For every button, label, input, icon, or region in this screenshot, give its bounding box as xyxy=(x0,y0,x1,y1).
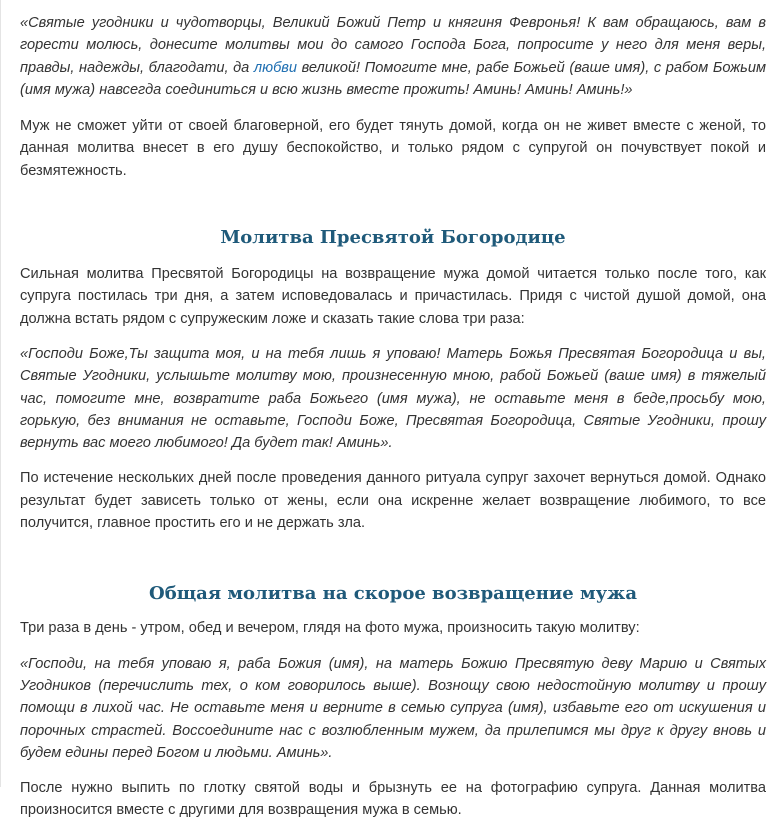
prayer-bogoroditsa: «Господи Боже,Ты защита моя, и на тебя лишь я уповаю! Матерь Божья Пресвятая Богородица и вы, Святые Угодники, услышьте молитву мою, произнесенную мною, рабой Божьей (ваше имя) в тяжелый час, помогите мне, возвратите раба Божьего (имя мужа), не оставьте меня в беде,просьбу мою, горькую, без внимания не оставьте, Господи Боже, Пресвятая Богородица, Святые Угодники, прошу вернуть вас моего любимого! Да будет так! Аминь». xyxy=(20,345,766,452)
prayer-obshchaya: «Господи, на тебя уповаю я, раба Божия (имя), на матерь Божию Пресвятую деву Марию и Святых Угодников (перечислить тех, о ком говорилось выше). Вознощу свою недостойную молитву и прошу помощи в лихой час. Не оставьте меня и верните в семью супруга (имя), избавьте его от искушения и порочных страстей. Воссоедините нас с возлюбленным мужем, да прилепимся мы друг к другу вновь и будем едины перед Богом и людьми. Аминь». xyxy=(20,655,766,761)
article-content xyxy=(20,12,766,822)
prayer-text-part-2: великой! Помогите мне, рабе Божьей (ваше имя), с рабом Божьим (имя мужа) навсегда соединиться и всю жизнь вместе прожить! Аминь! Аминь! Аминь!» xyxy=(20,59,766,98)
paragraph-intro-obshchaya: Три раза в день - утром, обед и вечером, глядя на фото мужа, произносить такую молитву: xyxy=(20,620,640,637)
prayer-petr-fevronia xyxy=(20,12,766,101)
paragraph-after-prayer-3: После нужно выпить по глотку святой воды и брызнуть ее на фотографию супруга. Данная молитва произносится вместе с другими для возвращения мужа в семью. xyxy=(20,780,766,819)
left-border-line xyxy=(0,0,1,787)
paragraph-after-prayer-2: По истечение нескольких дней после проведения данного ритуала супруг захочет вернуться домой. Однако результат будет зависеть только от жены, если она искренне желает возвращение любимого, то все получится, главное простить его и не держать зла. xyxy=(20,470,766,532)
heading-bogoroditsa: Молитва Пресвятой Богородице xyxy=(220,227,566,249)
heading-obshchaya-molitva: Общая молитва на скорое возвращение мужа xyxy=(149,583,637,605)
prayer-text-part-1: «Святые угодники и чудотворцы, Великий Божий Петр и княгиня Февронья! К вам обращаюсь, вам в горести молюсь, донесите молитвы мои до самого Господа Бога, попросите у него для меня веры, правды, надежды, благодати, да xyxy=(20,15,766,76)
paragraph-after-prayer-1: Муж не сможет уйти от своей благоверной, его будет тянуть домой, когда он не живет вместе с женой, то данная молитва внесет в его душу беспокойство, и только рядом с супругой он почувствует покой и безмятежность. xyxy=(20,118,766,179)
link-lyubvi[interactable]: любви xyxy=(253,59,298,76)
paragraph-intro-bogoroditsa: Сильная молитва Пресвятой Богородицы на возвращение мужа домой читается только после того, как супруга постилась три дня, а затем исповедовалась и причастилась. Придя с чистой душой домой, она должна встать рядом с супружеским ложе и сказать такие слова три раза: xyxy=(20,266,766,327)
